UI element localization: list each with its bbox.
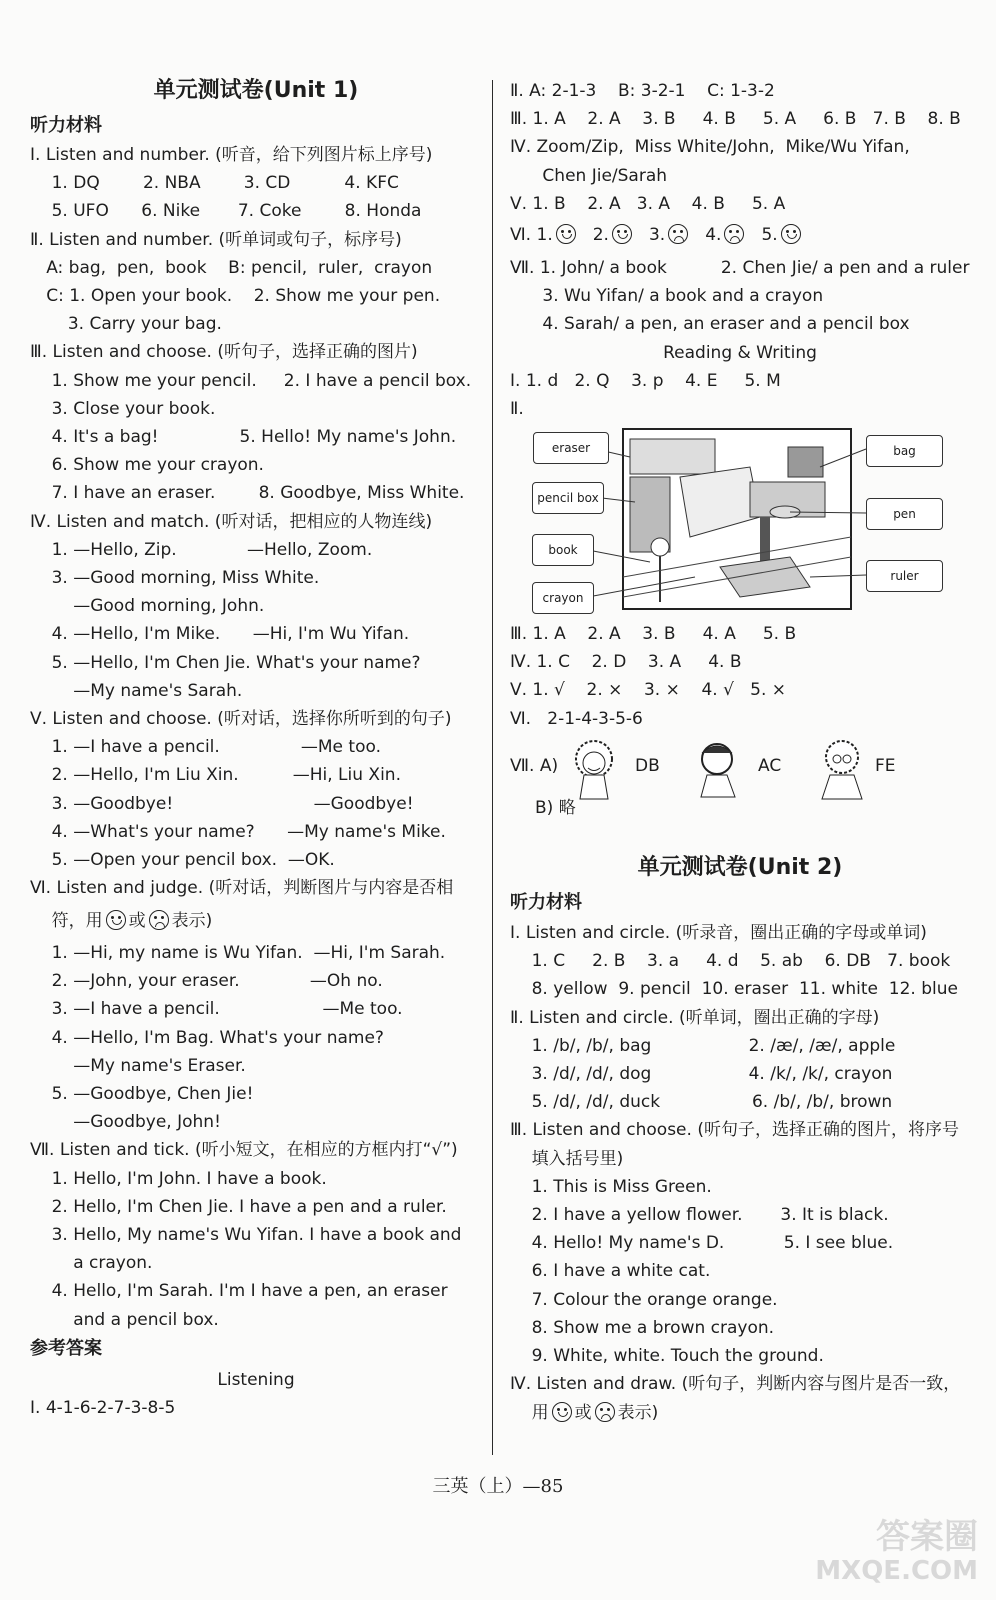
text-line: —My name's Eraser.: [30, 1055, 246, 1076]
text-line: Ⅰ. Listen and circle. (听录音，圈出正确的字母或单词): [510, 923, 927, 943]
answers-heading: 参考答案: [30, 1338, 102, 1359]
answer-line: 4. Sarah/ a pen, an eraser and a pencil box: [510, 314, 910, 335]
text-line: 3. /d/, /d/, dog 4. /k/, /k/, crayon: [510, 1064, 893, 1084]
sad-face-icon: [595, 1402, 615, 1422]
happy-face-icon: [552, 1402, 572, 1422]
answer-line: Ⅳ. Zoom/Zip, Miss White/John, Mike/Wu Yifan,: [510, 137, 910, 158]
answer-i: Ⅰ. 4-1-6-2-7-3-8-5: [30, 1398, 176, 1418]
text-line: Ⅵ. Listen and judge. (听对话，判断图片与内容是否相: [30, 878, 454, 899]
label-bag: bag: [866, 435, 943, 467]
text-line: 1. —Hello, Zip. —Hello, Zoom.: [30, 539, 373, 560]
answer-vi-faces: Ⅵ. 1. 2. 3. 4. 5.: [510, 224, 804, 246]
text-line: Ⅳ. Listen and draw. (听句子，判断内容与图片是否一致，: [510, 1374, 961, 1395]
text-line: 8. yellow 9. pencil 10. eraser 11. white 12. blue: [510, 979, 958, 1000]
text-line: 2. —John, your eraser. —Oh no.: [30, 971, 383, 992]
text-line: 7. Colour the orange orange.: [510, 1289, 778, 1310]
label-pen: pen: [866, 498, 943, 530]
label-ruler: ruler: [866, 560, 943, 592]
text-line: 3. —I have a pencil. —Me too.: [30, 999, 403, 1020]
cartoon-boy-icon: [685, 735, 755, 805]
listening-heading: Listening: [217, 1370, 295, 1390]
text-line: 填入括号里): [510, 1148, 624, 1169]
text-line: 3. —Good morning, Miss White.: [30, 568, 320, 588]
vii-pair-2: AC: [758, 756, 782, 776]
sad-face-icon: [668, 224, 688, 244]
text-line: A: bag, pen, book B: pencil, ruler, crayon: [30, 257, 433, 278]
listening-material-heading: 听力材料: [30, 115, 102, 136]
sad-face-icon: [724, 224, 744, 244]
unit2-title: 单元测试卷(Unit 2): [637, 855, 843, 880]
text-line: 4. —Hello, I'm Bag. What's your name?: [30, 1027, 384, 1048]
answer-line: Ⅳ. 1. C 2. D 3. A 4. B: [510, 652, 742, 673]
happy-face-icon: [612, 224, 632, 244]
answer-line: Chen Jie/Sarah: [510, 165, 668, 186]
judge-instruction-line2: 符，用 或 表示): [30, 911, 213, 931]
sad-face-icon: [149, 910, 169, 930]
text-line: Ⅳ. Listen and match. (听对话，把相应的人物连线): [30, 511, 433, 532]
text-line: 1. /b/, /b/, bag 2. /æ/, /æ/, apple: [510, 1035, 896, 1056]
text-line: 2. Hello, I'm Chen Jie. I have a pen and a ruler.: [30, 1196, 447, 1217]
text-line: 4. —Hello, I'm Mike. —Hi, I'm Wu Yifan.: [30, 624, 410, 645]
text-line: 5. —Goodbye, Chen Jie!: [30, 1084, 254, 1104]
text-line: 1. C 2. B 3. a 4. d 5. ab 6. DB 7. book: [510, 951, 951, 972]
text-line: 1. —I have a pencil. —Me too.: [30, 737, 381, 758]
text-line: 3. Hello, My name's Wu Yifan. I have a book and: [30, 1225, 462, 1245]
answer-line: Ⅶ. 1. John/ a book 2. Chen Jie/ a pen and a ruler: [510, 258, 970, 278]
text-line: 7. I have an eraser. 8. Goodbye, Miss White.: [30, 483, 465, 504]
text-line: 5. UFO 6. Nike 7. Coke 8. Honda: [30, 201, 422, 222]
text-line: Ⅶ. Listen and tick. (听小短文，在相应的方框内打“√”): [30, 1140, 458, 1161]
text-line: 2. —Hello, I'm Liu Xin. —Hi, Liu Xin.: [30, 765, 401, 786]
text-line: 5. —Open your pencil box. —OK.: [30, 850, 335, 870]
text-line: 4. —What's your name? —My name's Mike.: [30, 821, 446, 842]
text-line: Ⅴ. Listen and choose. (听对话，选择你所听到的句子): [30, 709, 452, 729]
text-line: Ⅲ. Listen and choose. (听句子，选择正确的图片，将序号: [510, 1120, 959, 1141]
answer-line: Ⅱ. A: 2-1-3 B: 3-2-1 C: 1-3-2: [510, 81, 775, 101]
text-line: 8. Show me a brown crayon.: [510, 1317, 775, 1338]
draw-instruction-line2: 用 或 表示): [510, 1403, 659, 1423]
text-line: a crayon.: [30, 1253, 153, 1274]
cartoon-girl-icon: [562, 735, 632, 805]
answer-line: Ⅵ. 2-1-4-3-5-6: [510, 708, 643, 729]
text-line: 4. It's a bag! 5. Hello! My name's John.: [30, 427, 457, 447]
text-line: —Good morning, John.: [30, 596, 265, 617]
text-line: 6. Show me your crayon.: [30, 455, 264, 476]
answer-line: Ⅴ. 1. B 2. A 3. A 4. B 5. A: [510, 193, 786, 214]
room-picture-figure: [530, 427, 950, 612]
text-line: 5. /d/, /d/, duck 6. /b/, /b/, brown: [510, 1092, 893, 1113]
text-line: Ⅰ. Listen and number. (听音，给下列图片标上序号): [30, 145, 433, 165]
vii-pair-3: FE: [875, 756, 896, 776]
text-line: 1. DQ 2. NBA 3. CD 4. KFC: [30, 173, 399, 194]
text-line: —Goodbye, John!: [30, 1112, 221, 1133]
label-crayon: crayon: [532, 582, 594, 614]
text-line: Ⅱ. Listen and number. (听单词或句子，标序号): [30, 229, 402, 250]
watermark-logo: 答案圈 MXQE.COM: [815, 1517, 978, 1586]
text-line: 9. White, white. Touch the ground.: [510, 1346, 824, 1366]
page-footer: 三英（上）—85: [432, 1476, 564, 1497]
label-pencil-box: pencil box: [532, 482, 604, 514]
text-line: 1. Hello, I'm John. I have a book.: [30, 1168, 327, 1189]
vii-b: B) 略: [535, 798, 576, 818]
text-line: 1. Show me your pencil. 2. I have a pencil box.: [30, 370, 472, 391]
text-line: 6. I have a white cat.: [510, 1261, 711, 1282]
reading-writing-heading: Reading & Writing: [663, 343, 817, 363]
face-answer-number: 3.: [648, 225, 666, 245]
face-answer-number: 4.: [705, 225, 722, 245]
unit2-listening-heading: 听力材料: [510, 892, 582, 913]
vii-pair-1: DB: [635, 756, 660, 776]
rw-answer-i: Ⅰ. 1. d 2. Q 3. p 4. E 5. M: [510, 371, 781, 391]
text-line: 1. —Hi, my name is Wu Yifan. —Hi, I'm Sarah.: [30, 943, 446, 963]
answer-line: Ⅲ. 1. A 2. A 3. B 4. B 5. A 6. B 7. B 8. B: [510, 109, 961, 130]
text-line: —My name's Sarah.: [30, 680, 243, 701]
happy-face-icon: [106, 910, 126, 930]
text-line: 4. Hello, I'm Sarah. I'm I have a pen, an eraser: [30, 1281, 448, 1302]
happy-face-icon: [556, 224, 576, 244]
text-line: 3. —Goodbye! —Goodbye!: [30, 793, 414, 814]
text-line: 3. Close your book.: [30, 398, 216, 419]
cartoon-grandma-icon: [810, 735, 880, 805]
vii-prefix: Ⅶ. A): [510, 756, 559, 776]
face-answer-number: 2.: [592, 225, 609, 245]
label-eraser: eraser: [533, 432, 609, 464]
text-line: C: 1. Open your book. 2. Show me your pen.: [30, 286, 441, 306]
label-book: book: [532, 534, 594, 566]
text-line: 1. This is Miss Green.: [510, 1176, 712, 1197]
text-line: 2. I have a yellow flower. 3. It is black.: [510, 1205, 889, 1225]
answer-vii-row: [510, 735, 970, 805]
unit1-title: 单元测试卷(Unit 1): [153, 78, 359, 103]
rw-answer-ii: Ⅱ.: [510, 399, 524, 419]
answer-line: 3. Wu Yifan/ a book and a crayon: [510, 286, 824, 307]
column-divider: [492, 80, 493, 1455]
text-line: 5. —Hello, I'm Chen Jie. What's your name?: [30, 652, 421, 673]
text-line: Ⅱ. Listen and circle. (听单词，圈出正确的字母): [510, 1007, 880, 1028]
answer-line: Ⅲ. 1. A 2. A 3. B 4. A 5. B: [510, 624, 797, 644]
text-line: 4. Hello! My name's D. 5. I see blue.: [510, 1233, 894, 1254]
text-line: and a pencil box.: [30, 1309, 219, 1330]
face-answer-number: 5.: [761, 225, 778, 245]
happy-face-icon: [781, 224, 801, 244]
face-answer-number: 1.: [536, 225, 553, 245]
text-line: Ⅲ. Listen and choose. (听句子，选择正确的图片): [30, 342, 418, 363]
text-line: 3. Carry your bag.: [30, 314, 222, 335]
answer-line: Ⅴ. 1. √ 2. × 3. × 4. √ 5. ×: [510, 680, 787, 701]
